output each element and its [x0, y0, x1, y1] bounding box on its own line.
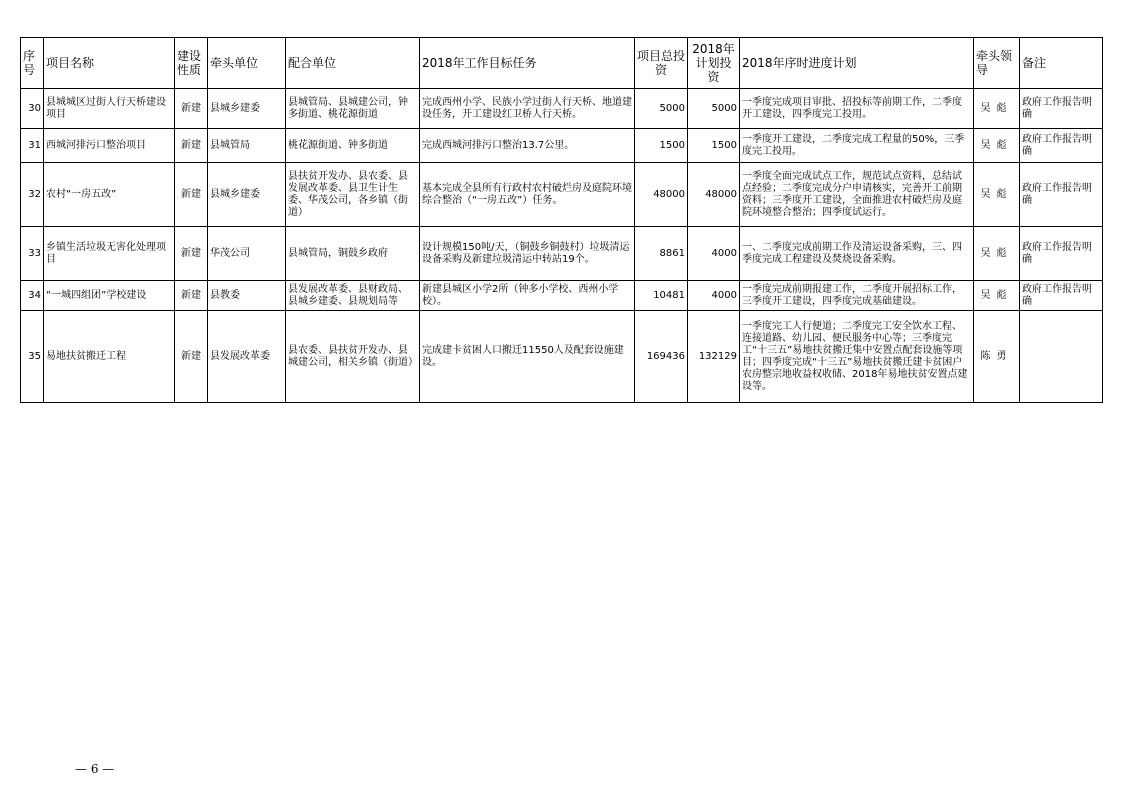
cell-schedule: 一季度完工人行便道；二季度完工安全饮水工程、连接道路、幼儿园、便民服务中心等；三季度完工“十三五”易地扶贫搬迁集中安置点配套设施等项目；四季度完成“十三五”易地扶贫搬迁建卡贫困户农房整宗地收益权收储、2018年易地扶贫安置点建设等。: [740, 311, 974, 403]
cell-task: 设计规模150吨/天，（铜鼓乡铜鼓村）垃圾清运设备采购及新建垃圾清运中转站19个。: [420, 227, 635, 281]
cell-note: 政府工作报告明确: [1020, 163, 1103, 227]
cell-total: 10481: [635, 281, 688, 311]
cell-lead-unit: 县发展改革委: [208, 311, 286, 403]
cell-lead-unit: 县城乡建委: [208, 163, 286, 227]
cell-type: 新建: [175, 129, 208, 163]
cell-name: “一城四组团”学校建设: [44, 281, 175, 311]
cell-no: 32: [21, 163, 44, 227]
cell-task: 新建县城区小学2所（钟多小学校、西州小学校）。: [420, 281, 635, 311]
header-note: 备注: [1020, 38, 1103, 89]
header-type: 建设性质: [175, 38, 208, 89]
cell-partners: 县城管局、县城建公司，钟多街道、桃花源街道: [286, 89, 420, 129]
cell-plan: 132129: [688, 311, 740, 403]
cell-task: 完成西州小学、民族小学过街人行天桥、地道建设任务，开工建设红卫桥人行天桥。: [420, 89, 635, 129]
cell-task: 完成西城河排污口整治13.7公里。: [420, 129, 635, 163]
cell-note: 政府工作报告明确: [1020, 227, 1103, 281]
cell-note: [1020, 311, 1103, 403]
cell-total: 48000: [635, 163, 688, 227]
cell-task: 完成建卡贫困人口搬迁11550人及配套设施建设。: [420, 311, 635, 403]
header-leader: 牵头领导: [974, 38, 1020, 89]
cell-lead-unit: 县城乡建委: [208, 89, 286, 129]
header-schedule: 2018年序时进度计划: [740, 38, 974, 89]
cell-note: 政府工作报告明确: [1020, 129, 1103, 163]
cell-leader: 陈勇: [974, 311, 1020, 403]
cell-type: 新建: [175, 163, 208, 227]
cell-partners: 桃花源街道、钟多街道: [286, 129, 420, 163]
cell-type: 新建: [175, 89, 208, 129]
cell-schedule: 一季度开工建设，二季度完成工程量的50%，三季度完工投用。: [740, 129, 974, 163]
header-partners: 配合单位: [286, 38, 420, 89]
cell-leader: 吴彪: [974, 227, 1020, 281]
table-row: [21, 129, 1103, 163]
header-plan: 2018年计划投资: [688, 38, 740, 89]
table-row: [21, 163, 1103, 227]
cell-no: 31: [21, 129, 44, 163]
cell-no: 35: [21, 311, 44, 403]
header-lead-unit: 牵头单位: [208, 38, 286, 89]
project-table: [20, 37, 1103, 403]
table-row: [21, 227, 1103, 281]
table-row: [21, 281, 1103, 311]
cell-lead-unit: 县城管局: [208, 129, 286, 163]
cell-schedule: 一季度完成项目审批、招投标等前期工作，二季度开工建设，四季度完工投用。: [740, 89, 974, 129]
cell-no: 33: [21, 227, 44, 281]
cell-name: 西城河排污口整治项目: [44, 129, 175, 163]
cell-type: 新建: [175, 311, 208, 403]
cell-partners: 县扶贫开发办、县农委、县发展改革委、县卫生计生委、华茂公司，各乡镇（街道）: [286, 163, 420, 227]
table-row: [21, 89, 1103, 129]
header-name: 项目名称: [44, 38, 175, 89]
cell-name: 乡镇生活垃圾无害化处理项目: [44, 227, 175, 281]
cell-leader: 吴彪: [974, 281, 1020, 311]
cell-plan: 4000: [688, 281, 740, 311]
cell-lead-unit: 华茂公司: [208, 227, 286, 281]
cell-leader: 吴彪: [974, 129, 1020, 163]
cell-leader: 吴彪: [974, 89, 1020, 129]
cell-partners: 县农委、县扶贫开发办、县城建公司，相关乡镇（街道）: [286, 311, 420, 403]
cell-total: 169436: [635, 311, 688, 403]
cell-partners: 县城管局，铜鼓乡政府: [286, 227, 420, 281]
cell-task: 基本完成全县所有行政村农村破烂房及庭院环境综合整治（“一房五改”）任务。: [420, 163, 635, 227]
cell-no: 30: [21, 89, 44, 129]
cell-name: 县城城区过街人行天桥建设项目: [44, 89, 175, 129]
cell-plan: 1500: [688, 129, 740, 163]
cell-leader: 吴彪: [974, 163, 1020, 227]
cell-plan: 5000: [688, 89, 740, 129]
cell-name: 易地扶贫搬迁工程: [44, 311, 175, 403]
cell-note: 政府工作报告明确: [1020, 89, 1103, 129]
cell-total: 1500: [635, 129, 688, 163]
cell-schedule: 一季度全面完成试点工作，规范试点资料，总结试点经验；二季度完成分户申请核实，完善开工前期资料；三季度开工建设，全面推进农村破烂房及庭院环境整合整治；四季度试运行。: [740, 163, 974, 227]
cell-schedule: 一、二季度完成前期工作及清运设备采购，三、四季度完成工程建设及焚烧设备采购。: [740, 227, 974, 281]
header-task: 2018年工作目标任务: [420, 38, 635, 89]
cell-partners: 县发展改革委、县财政局、县城乡建委、县规划局等: [286, 281, 420, 311]
header-row: [21, 38, 1103, 89]
table-row: [21, 311, 1103, 403]
cell-no: 34: [21, 281, 44, 311]
cell-note: 政府工作报告明确: [1020, 281, 1103, 311]
cell-schedule: 一季度完成前期报建工作，二季度开展招标工作，三季度开工建设，四季度完成基础建设。: [740, 281, 974, 311]
page-number: — 6 —: [75, 762, 115, 776]
cell-total: 8861: [635, 227, 688, 281]
cell-lead-unit: 县教委: [208, 281, 286, 311]
header-no: 序号: [21, 38, 44, 89]
cell-type: 新建: [175, 281, 208, 311]
cell-type: 新建: [175, 227, 208, 281]
cell-plan: 4000: [688, 227, 740, 281]
cell-name: 农村“一房五改”: [44, 163, 175, 227]
cell-plan: 48000: [688, 163, 740, 227]
header-total: 项目总投资: [635, 38, 688, 89]
cell-total: 5000: [635, 89, 688, 129]
